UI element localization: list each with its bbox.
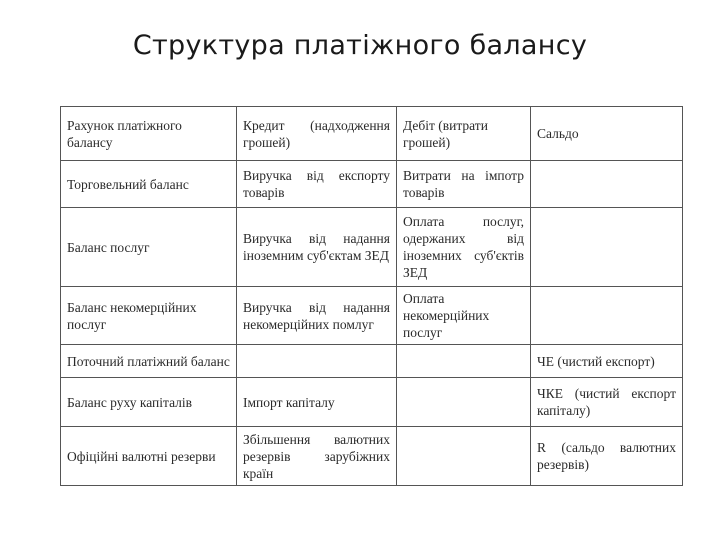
header-credit-line2: грошей) <box>243 134 291 150</box>
row-debit-cell <box>397 287 531 345</box>
row-credit-cell <box>237 287 397 345</box>
row-credit-line: Збільшення валютних <box>243 431 390 447</box>
row-account-label: Баланс некомерційних послуг <box>67 299 197 332</box>
header-balance-label: Сальдо <box>537 126 579 141</box>
balance-structure-table <box>60 106 683 486</box>
row-account-label: Торговельний баланс <box>67 176 189 192</box>
row-balance-cell <box>531 287 683 345</box>
row-credit-line: резервів зарубіжних країн <box>243 448 390 481</box>
row-debit-line: Оплата послуг, <box>403 214 524 229</box>
row-debit-cell <box>397 427 531 486</box>
row-balance-label: ЧЕ (чистий експорт) <box>537 353 655 369</box>
row-credit-line: некомерційних помлуг <box>243 316 374 332</box>
row-credit-cell <box>237 427 397 486</box>
row-balance-cell <box>531 427 683 486</box>
row-debit-line: послуг <box>403 325 443 340</box>
row-balance-line: резервів) <box>537 457 589 472</box>
row-account-cell <box>61 161 237 208</box>
header-account <box>61 107 237 161</box>
header-debit <box>397 107 531 161</box>
row-debit-cell <box>397 161 531 208</box>
row-account-cell <box>61 287 237 345</box>
table-row <box>61 427 683 486</box>
row-account-label: Баланс послуг <box>67 239 150 255</box>
row-account-cell <box>61 378 237 427</box>
row-debit-line: товарів <box>403 185 445 200</box>
row-account-label: Поточний платіжний баланс <box>67 353 230 369</box>
row-debit-cell <box>397 208 531 287</box>
table-row <box>61 161 683 208</box>
header-account-label: Рахунок платіжного балансу <box>67 117 182 150</box>
row-balance-line: R (сальдо валютних <box>537 440 676 455</box>
row-account-label: Баланс руху капіталів <box>67 394 193 410</box>
row-account-cell <box>61 427 237 486</box>
row-debit-line: Оплата некомерційних <box>403 291 490 323</box>
table-row <box>61 287 683 345</box>
row-debit-cell <box>397 345 531 378</box>
row-balance-line: ЧКЕ (чистий експорт <box>537 386 676 401</box>
row-credit-line: товарів <box>243 185 285 200</box>
row-credit-cell <box>237 345 397 378</box>
table-row <box>61 345 683 378</box>
row-account-label: Офіційні валютні резерви <box>67 448 216 464</box>
row-credit-line: Виручка від надання <box>243 231 390 246</box>
row-balance-line: капіталу) <box>537 403 591 418</box>
row-debit-line: Витрати на імпотр <box>403 168 524 183</box>
header-credit <box>237 107 397 161</box>
row-account-cell <box>61 345 237 378</box>
row-balance-cell <box>531 345 683 378</box>
row-credit-line: іноземним суб'єктам ЗЕД <box>243 248 390 263</box>
row-debit-line: ЗЕД <box>403 265 428 280</box>
header-debit-label: Дебіт (витрати грошей) <box>403 117 488 150</box>
row-balance-cell <box>531 208 683 287</box>
table-row <box>61 378 683 427</box>
table-header-row <box>61 107 683 161</box>
row-credit-label: Імпорт капіталу <box>243 394 335 410</box>
row-debit-cell <box>397 378 531 427</box>
row-credit-line: Виручка від надання <box>243 299 390 315</box>
row-credit-cell <box>237 378 397 427</box>
row-debit-line: одержаних від <box>403 231 524 246</box>
row-credit-cell <box>237 161 397 208</box>
row-balance-cell <box>531 378 683 427</box>
row-debit-line: іноземних суб'єктів <box>403 248 524 263</box>
row-account-cell <box>61 208 237 287</box>
table-row <box>61 208 683 287</box>
row-credit-cell <box>237 208 397 287</box>
header-balance <box>531 107 683 161</box>
header-credit-line1: Кредит (надходження <box>243 117 390 133</box>
row-balance-cell <box>531 161 683 208</box>
row-credit-line: Виручка від експорту <box>243 168 390 183</box>
slide-title: Структура платіжного балансу <box>132 30 588 61</box>
